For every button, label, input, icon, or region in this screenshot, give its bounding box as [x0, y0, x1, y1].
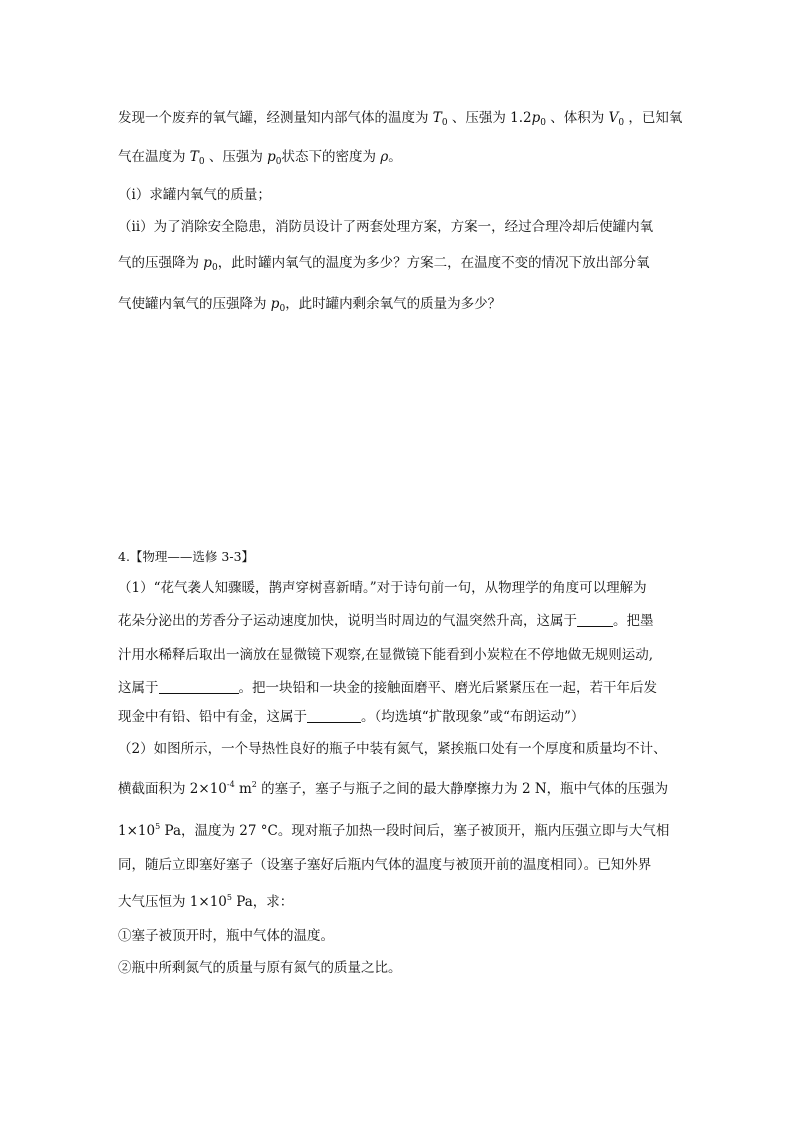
text: Pa，求： — [231, 894, 294, 910]
p4-part2-line-2 — [118, 775, 734, 799]
sub-0: 0 — [211, 263, 218, 273]
var-p: p — [270, 296, 280, 312]
p4-part1-line-5 — [118, 707, 734, 727]
answer-blank-2[interactable] — [159, 679, 239, 694]
text: 这属于 — [118, 680, 159, 696]
p3-question-1 — [118, 185, 734, 205]
text: ，此时罐内剩余氧气的质量为多少？ — [285, 296, 502, 312]
text: m — [234, 781, 252, 797]
text: 大气压恒为 1×10 — [118, 894, 227, 910]
text: （ⅱ）为了消除安全隐患，消防员设计了两套处理方案，方案一，经过合理冷却后使罐内氧 — [118, 219, 654, 235]
text: （i）求罐内氧气的质量； — [118, 187, 271, 203]
p4-part1-line-1 — [118, 578, 734, 598]
var-T: T — [189, 149, 199, 165]
text: 气使罐内氧气的压强降为 — [118, 296, 271, 312]
text: （2）如图所示，一个导热性良好的瓶子中装有氮气，紧挨瓶口处有一个厚度和质量均不计、 — [118, 741, 667, 757]
text: 、压强为 — [204, 149, 268, 165]
sub-0: 0 — [198, 157, 205, 167]
p3-line-1 — [118, 108, 734, 133]
p4-question-1 — [118, 926, 734, 946]
var-p: p — [267, 149, 276, 165]
p4-part1-line-2 — [118, 611, 734, 631]
var-V: V — [608, 110, 619, 126]
text: 1×10 — [118, 823, 156, 839]
exponent: 5 — [155, 822, 161, 831]
text: ，已知氧 — [624, 110, 683, 126]
answer-blank-3[interactable] — [307, 708, 361, 723]
p4-part2-line-4 — [118, 855, 734, 875]
p4-part1-line-4 — [118, 678, 734, 698]
text: 现金中有铅、铅中有金，这属于 — [118, 709, 307, 725]
sub-0: 0 — [279, 304, 286, 314]
text: 汁用水稀释后取出一滴放在显微镜下观察,在显微镜下能看到小炭粒在不停地做无规则运动, — [118, 647, 654, 663]
text: ，此时罐内氧气的温度为多少？方案二，在温度不变的情况下放出部分氧 — [217, 255, 650, 271]
p4-header — [118, 547, 734, 567]
answer-blank-1[interactable] — [577, 612, 613, 627]
text: 4.【物理——选修 3-3】 — [118, 549, 255, 564]
text: 、体积为 — [546, 110, 609, 126]
exponent: 2 — [251, 780, 257, 789]
text: 横截面积为 2×10 — [118, 781, 227, 797]
var-p: p — [203, 255, 212, 271]
text: 同，随后立即塞好塞子（设塞子塞好后瓶内气体的温度与被顶开前的温度相同）。已知外界 — [118, 857, 652, 873]
coef: 1.2 — [510, 110, 532, 126]
text: 发现一个废弃的氧气罐，经测量知内部气体的温度为 — [118, 110, 433, 126]
p3-line-2 — [118, 147, 734, 172]
p3-line-4 — [118, 217, 734, 237]
text: 状态下的密度为 — [281, 149, 381, 165]
sub-0: 0 — [540, 118, 547, 128]
text: 花朵分泌出的芳香分子运动速度加快，说明当时周边的气温突然升高，这属于 — [118, 613, 577, 629]
text: 。 — [388, 149, 402, 165]
text: ②瓶中所剩氮气的质量与原有氮气的质量之比。 — [118, 960, 402, 976]
text: ①塞子被顶开时，瓶中气体的温度。 — [118, 928, 334, 944]
exponent: 5 — [226, 893, 232, 902]
text: 、压强为 — [447, 110, 511, 126]
p3-line-5 — [118, 253, 734, 278]
text: 。把墨 — [613, 613, 654, 629]
text: 。把一块铅和一块金的接触面磨平、磨光后紧紧压在一起，若干年后发 — [238, 680, 657, 696]
text: 气在温度为 — [118, 149, 190, 165]
sub-0: 0 — [618, 118, 625, 128]
var-p: p — [531, 110, 541, 126]
text: Pa，温度为 27 °C。现对瓶子加热一段时间后，塞子被顶开，瓶内压强立即与大气相 — [160, 823, 670, 839]
p4-question-2 — [118, 958, 734, 978]
sub-0: 0 — [441, 118, 448, 128]
text: 气的压强降为 — [118, 255, 204, 271]
p4-part2-line-3 — [118, 817, 734, 841]
text: 的塞子，塞子与瓶子之间的最大静摩擦力为 2 N，瓶中气体的压强为 — [256, 781, 669, 797]
p4-part2-line-1 — [118, 739, 734, 759]
var-rho: ρ — [380, 149, 389, 165]
p4-part2-line-5 — [118, 888, 734, 912]
var-T: T — [432, 110, 442, 126]
exponent: -4 — [226, 780, 235, 789]
sub-0: 0 — [275, 157, 282, 167]
p3-line-6 — [118, 294, 734, 319]
p4-part1-line-3 — [118, 645, 734, 665]
text: 。（均选填“扩散现象”或“布朗运动”） — [361, 709, 585, 725]
text: （1）“花气袭人知骤暖，鹊声穿树喜新晴。”对于诗句前一句，从物理学的角度可以理解为 — [118, 580, 647, 596]
